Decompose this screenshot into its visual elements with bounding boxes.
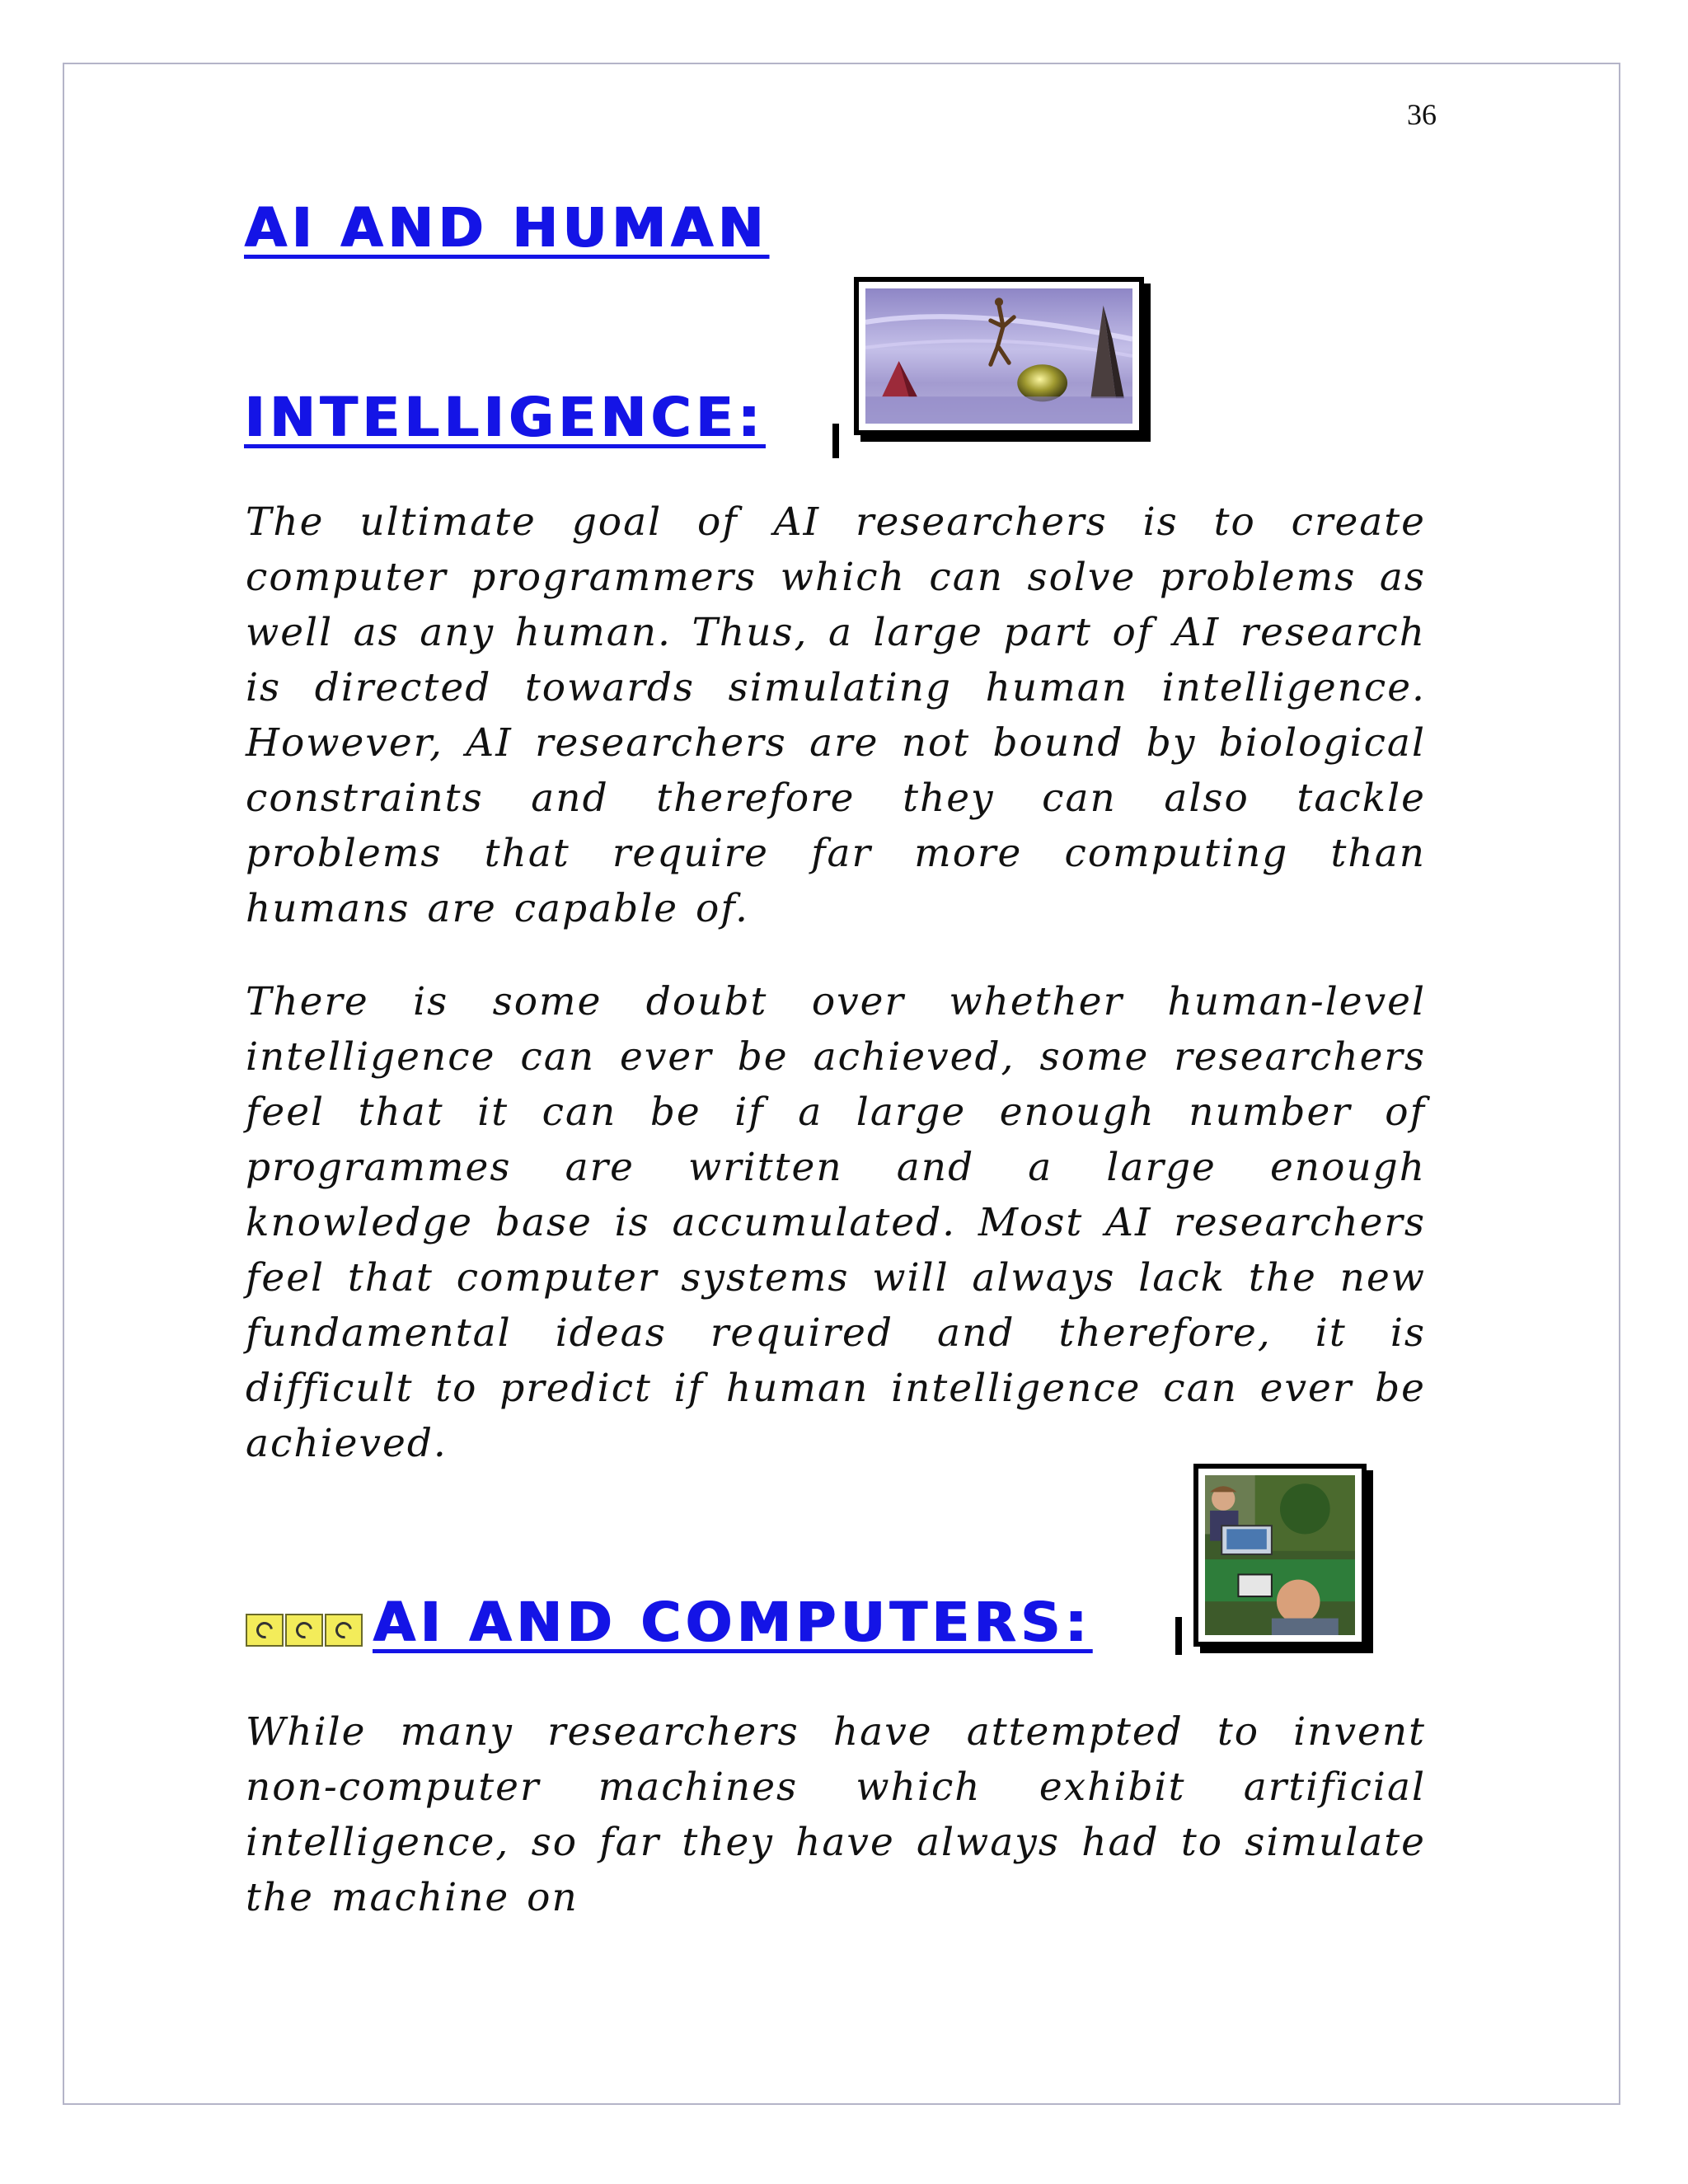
paragraph-human-level-doubt: There is some doubt over whether human-level intelligence can ever be achieved, some researchers feel that it can be if a large enough number of programmes are written and a large enough knowledge base is accumulated. Most AI researchers feel that computer systems will always lack the new fundamental ideas required and therefore, it is difficult to predict if human intelligence can ever be achieved.	[246, 979, 1426, 1466]
paragraph-ai-goal: The ultimate goal of AI researchers is to create computer programmers which can solve problems as well as any human. Thus, a large part of AI research is directed towards simulating human intelligence. However, AI researchers are not bound by biological constraints and therefore they can also tackle problems that require far more computing than humans are capable of.	[246, 499, 1426, 931]
ornament-bullet-icon	[325, 1614, 363, 1647]
section-heading-intelligence: INTELLIGENCE:	[244, 386, 764, 449]
section-heading-ai-and-human: AI AND HUMAN	[244, 196, 768, 260]
surreal-scene-icon	[865, 288, 1132, 424]
page-number: 36	[1407, 98, 1437, 131]
ornament-bullet-icon	[285, 1614, 323, 1647]
paragraph-non-computer-machines: While many researchers have attempted to invent non-computer machines which exhibit artificial intelligence, so far they have always had to simulate the machine on	[246, 1709, 1426, 1920]
ornament-bullet-strip	[246, 1614, 363, 1647]
section-heading-ai-and-computers: AI AND COMPUTERS:	[373, 1591, 1091, 1654]
computer-lab-scene-icon	[1205, 1475, 1355, 1635]
heading-cursor-bar	[832, 424, 839, 458]
ornament-bullet-icon	[246, 1614, 284, 1647]
figure-on-sphere-image	[854, 277, 1144, 435]
people-at-computers-image	[1193, 1464, 1367, 1647]
heading-cursor-bar	[1175, 1617, 1182, 1655]
